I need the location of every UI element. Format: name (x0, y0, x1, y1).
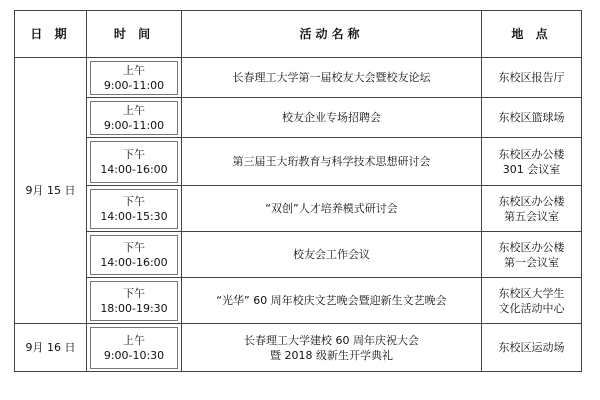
time-range: 14:00-15:30 (100, 209, 168, 223)
activity-name: 校友企业专场招聘会 (282, 111, 381, 124)
location-name: 东校区大学生 (498, 286, 565, 300)
time-box (90, 235, 178, 275)
time-box (90, 327, 178, 369)
activity-cell (182, 98, 482, 138)
header-date: 日 期 (15, 11, 87, 58)
table-row (15, 232, 582, 278)
table-row (15, 324, 582, 372)
table-row (15, 138, 582, 186)
schedule-table (14, 10, 582, 372)
time-period: 下午 (123, 194, 145, 208)
time-cell (87, 324, 182, 372)
time-cell (87, 98, 182, 138)
location-cell (482, 138, 582, 186)
time-box (90, 101, 178, 135)
time-period: 下午 (123, 147, 145, 161)
table-row (15, 98, 582, 138)
activity-cell (182, 232, 482, 278)
location-name: 301 会议室 (502, 162, 561, 176)
time-range: 9:00-11:00 (103, 78, 165, 92)
location-cell (482, 232, 582, 278)
date-text: 9月 16 日 (25, 341, 76, 354)
time-range: 9:00-10:30 (103, 348, 165, 362)
location-cell (482, 186, 582, 232)
location-name: 东校区办公楼 (498, 194, 565, 208)
activity-name: “光华” 60 周年校庆文艺晚会暨迎新生文艺晚会 (216, 294, 447, 307)
location-name: 第一会议室 (504, 255, 559, 269)
activity-name: 第三届王大珩教育与科学技术思想研讨会 (232, 155, 431, 168)
time-cell (87, 232, 182, 278)
date-text: 9月 15 日 (25, 184, 76, 197)
date-cell (15, 58, 87, 324)
location-cell (482, 278, 582, 324)
time-period: 上午 (123, 63, 145, 77)
time-box (90, 61, 178, 95)
time-box (90, 189, 178, 229)
activity-name: 校友会工作会议 (293, 248, 370, 261)
location-name: 东校区办公楼 (498, 147, 565, 161)
time-cell (87, 278, 182, 324)
time-range: 14:00-16:00 (100, 255, 168, 269)
activity-name: 暨 2018 级新生开学典礼 (270, 348, 393, 362)
location-name: 东校区办公楼 (498, 240, 565, 254)
time-period: 上午 (123, 103, 145, 117)
time-range: 9:00-11:00 (103, 118, 165, 132)
activity-cell (182, 278, 482, 324)
location-name: 东校区运动场 (498, 341, 565, 354)
activity-cell (182, 58, 482, 98)
location-name: 文化活动中心 (498, 301, 565, 315)
time-box (90, 281, 178, 321)
activity-name: 长春理工大学建校 60 周年庆祝大会 (244, 333, 419, 347)
location-name: 东校区篮球场 (498, 111, 565, 124)
location-cell (482, 58, 582, 98)
activity-name: 长春理工大学第一届校友大会暨校友论坛 (232, 71, 431, 84)
time-cell (87, 186, 182, 232)
time-box (90, 141, 178, 183)
activity-cell (182, 324, 482, 372)
table-row (15, 58, 582, 98)
table-body (15, 58, 582, 372)
time-range: 14:00-16:00 (100, 162, 168, 176)
location-cell (482, 98, 582, 138)
location-name: 第五会议室 (504, 209, 559, 223)
table-row (15, 186, 582, 232)
activity-cell (182, 186, 482, 232)
time-range: 18:00-19:30 (100, 301, 168, 315)
header-activity: 活动名称 (182, 11, 482, 58)
location-cell (482, 324, 582, 372)
time-period: 下午 (123, 240, 145, 254)
header-location: 地 点 (482, 11, 582, 58)
location-name: 东校区报告厅 (498, 71, 565, 84)
time-period: 下午 (123, 286, 145, 300)
date-cell (15, 324, 87, 372)
header-time: 时 间 (87, 11, 182, 58)
table-header-row (15, 11, 582, 58)
time-cell (87, 138, 182, 186)
table-row (15, 278, 582, 324)
activity-cell (182, 138, 482, 186)
time-cell (87, 58, 182, 98)
time-period: 上午 (123, 333, 145, 347)
activity-name: “双创”人才培养模式研讨会 (265, 202, 398, 215)
